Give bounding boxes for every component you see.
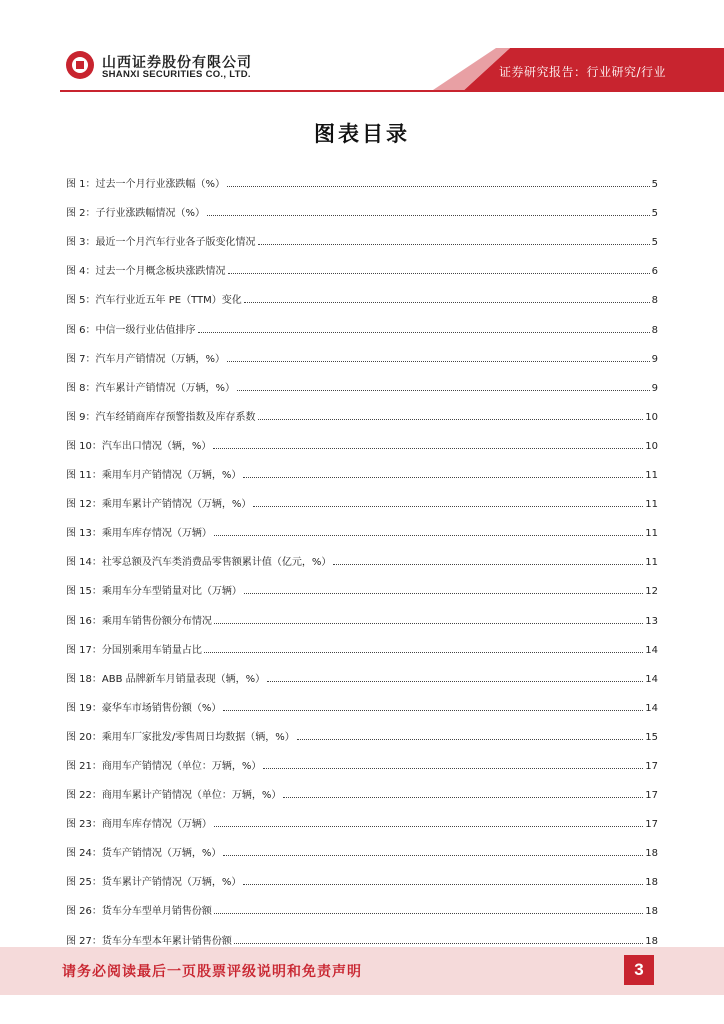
toc-entry-label: 图 26：货车分车型单月销售份额 (66, 906, 212, 918)
toc-entry-label: 图 25：货车累计产销情况（万辆，%） (66, 877, 242, 889)
toc-entry-label: 图 5：汽车行业近五年 PE（TTM）变化 (66, 295, 242, 307)
toc-entry-label: 图 6：中信一级行业估值排序 (66, 324, 196, 336)
toc-dot-leader (253, 505, 643, 507)
toc-entry[interactable] (66, 219, 658, 248)
toc-entry[interactable] (66, 568, 658, 597)
toc-entry-label: 图 27：货车分车型本年累计销售份额 (66, 935, 232, 947)
toc-entry[interactable] (66, 714, 658, 743)
toc-entry-label: 图 3：最近一个月汽车行业各子版变化情况 (66, 237, 256, 249)
toc-entry-label: 图 2：子行业涨跌幅情况（%） (66, 208, 206, 220)
toc-entry[interactable] (66, 336, 658, 365)
toc-entry-page: 11 (645, 470, 658, 482)
toc-entry-page: 9 (651, 382, 658, 394)
toc-entry-page: 9 (651, 353, 658, 365)
toc-entry[interactable] (66, 597, 658, 626)
toc-dot-leader (204, 651, 643, 653)
toc-entry-label: 图 23：商用车库存情况（万辆） (66, 819, 212, 831)
toc-entry-page: 17 (645, 760, 658, 772)
toc-entry-label: 图 18：ABB 品牌新车月销量表现（辆，%） (66, 673, 266, 685)
toc-dot-leader (258, 243, 650, 245)
toc-dot-leader (214, 825, 643, 827)
toc-dot-leader (207, 214, 650, 216)
toc-entry-label: 图 17：分国别乘用车销量占比 (66, 644, 202, 656)
toc-dot-leader (223, 709, 643, 711)
toc-entry[interactable] (66, 830, 658, 859)
toc-entry-page: 18 (645, 906, 658, 918)
toc-dot-leader (198, 331, 650, 333)
toc-dot-leader (297, 738, 643, 740)
toc-dot-leader (214, 534, 643, 536)
toc-entry[interactable] (66, 452, 658, 481)
toc-entry[interactable] (66, 801, 658, 830)
toc-entry[interactable] (66, 627, 658, 656)
toc-entry-page: 10 (645, 440, 658, 452)
toc-dot-leader (244, 592, 643, 594)
toc-entry-page: 12 (645, 586, 658, 598)
report-type-label: 证券研究报告：行业研究/行业 (498, 65, 666, 79)
toc-entry-page: 17 (645, 790, 658, 802)
toc-entry-page: 8 (651, 324, 658, 336)
toc-entry[interactable] (66, 161, 658, 190)
toc-entry-label: 图 7：汽车月产销情况（万辆，%） (66, 353, 226, 365)
toc-entry[interactable] (66, 859, 658, 888)
toc-entry[interactable] (66, 423, 658, 452)
toc-entry-label: 图 9：汽车经销商库存预警指数及库存系数 (66, 411, 256, 423)
toc-dot-leader (333, 563, 643, 565)
toc-entry[interactable] (66, 277, 658, 306)
header-red-band (0, 0, 724, 100)
toc-dot-leader (243, 476, 643, 478)
page-header (0, 0, 724, 100)
toc-entry[interactable] (66, 772, 658, 801)
toc-entry[interactable] (66, 365, 658, 394)
toc-dot-leader (283, 796, 643, 798)
toc-entry-label: 图 19：豪华车市场销售份额（%） (66, 702, 222, 714)
toc-entry-label: 图 10：汽车出口情况（辆，%） (66, 440, 212, 452)
toc-entry[interactable] (66, 656, 658, 685)
toc-entry[interactable] (66, 743, 658, 772)
toc-dot-leader (228, 272, 650, 274)
toc-entry-page: 15 (645, 731, 658, 743)
toc-dot-leader (214, 912, 643, 914)
toc-entry-page: 13 (645, 615, 658, 627)
toc-entry[interactable] (66, 306, 658, 335)
toc-entry[interactable] (66, 685, 658, 714)
disclaimer-text: 请务必阅读最后一页股票评级说明和免责声明 (62, 964, 362, 980)
toc-dot-leader (213, 447, 643, 449)
toc-entry-page: 18 (645, 877, 658, 889)
company-logo-icon (66, 51, 94, 79)
toc-entry-page: 5 (651, 208, 658, 220)
toc-dot-leader (237, 389, 650, 391)
toc-entry-page: 11 (645, 499, 658, 511)
toc-entry[interactable] (66, 248, 658, 277)
toc-entry[interactable] (66, 394, 658, 423)
toc-dot-leader (227, 360, 650, 362)
toc-entry-page: 14 (645, 702, 658, 714)
toc-entry-label: 图 8：汽车累计产销情况（万辆，%） (66, 382, 236, 394)
company-name-en: SHANXI SECURITIES CO., LTD. (102, 69, 251, 80)
toc-dot-leader (223, 854, 643, 856)
toc-entry[interactable] (66, 510, 658, 539)
toc-entry-label: 图 22：商用车累计产销情况（单位：万辆，%） (66, 790, 282, 802)
toc-entry-label: 图 11：乘用车月产销情况（万辆，%） (66, 470, 242, 482)
toc-entry-page: 5 (651, 179, 658, 191)
toc-entry-label: 图 15：乘用车分车型销量对比（万辆） (66, 586, 242, 598)
toc-dot-leader (244, 301, 650, 303)
toc-entry[interactable] (66, 190, 658, 219)
toc-dot-leader (258, 418, 644, 420)
page-footer (0, 947, 724, 995)
toc-entry-page: 8 (651, 295, 658, 307)
toc-entry-label: 图 16：乘用车销售份额分布情况 (66, 615, 212, 627)
table-of-figures (66, 161, 658, 947)
toc-entry-label: 图 12：乘用车累计产销情况（万辆，%） (66, 499, 252, 511)
toc-entry[interactable] (66, 917, 658, 946)
toc-dot-leader (267, 680, 643, 682)
toc-entry-page: 5 (651, 237, 658, 249)
toc-dot-leader (234, 942, 643, 944)
toc-entry-label: 图 4：过去一个月概念板块涨跌情况 (66, 266, 226, 278)
toc-entry-page: 17 (645, 819, 658, 831)
page-number-badge: 3 (624, 955, 654, 985)
toc-entry-page: 14 (645, 673, 658, 685)
toc-dot-leader (263, 767, 643, 769)
toc-entry-label: 图 1：过去一个月行业涨跌幅（%） (66, 179, 226, 191)
toc-entry-page: 11 (645, 528, 658, 540)
toc-entry[interactable] (66, 481, 658, 510)
toc-dot-leader (214, 622, 643, 624)
company-name-cn: 山西证券股份有限公司 (102, 55, 252, 71)
toc-entry-label: 图 13：乘用车库存情况（万辆） (66, 528, 212, 540)
toc-entry[interactable] (66, 888, 658, 917)
toc-entry-page: 18 (645, 848, 658, 860)
toc-entry-page: 11 (645, 557, 658, 569)
toc-dot-leader (227, 185, 650, 187)
toc-entry-page: 18 (645, 935, 658, 947)
toc-entry-label: 图 24：货车产销情况（万辆，%） (66, 848, 222, 860)
toc-entry-label: 图 21：商用车产销情况（单位：万辆，%） (66, 760, 262, 772)
toc-dot-leader (243, 883, 643, 885)
toc-entry[interactable] (66, 539, 658, 568)
toc-entry-page: 10 (645, 411, 658, 423)
page-title: 图表目录 (314, 122, 410, 146)
toc-entry-label: 图 14：社零总额及汽车类消费品零售额累计值（亿元，%） (66, 557, 332, 569)
toc-entry-page: 14 (645, 644, 658, 656)
toc-entry-label: 图 20：乘用车厂家批发/零售周日均数据（辆，%） (66, 731, 295, 743)
toc-entry-page: 6 (651, 266, 658, 278)
